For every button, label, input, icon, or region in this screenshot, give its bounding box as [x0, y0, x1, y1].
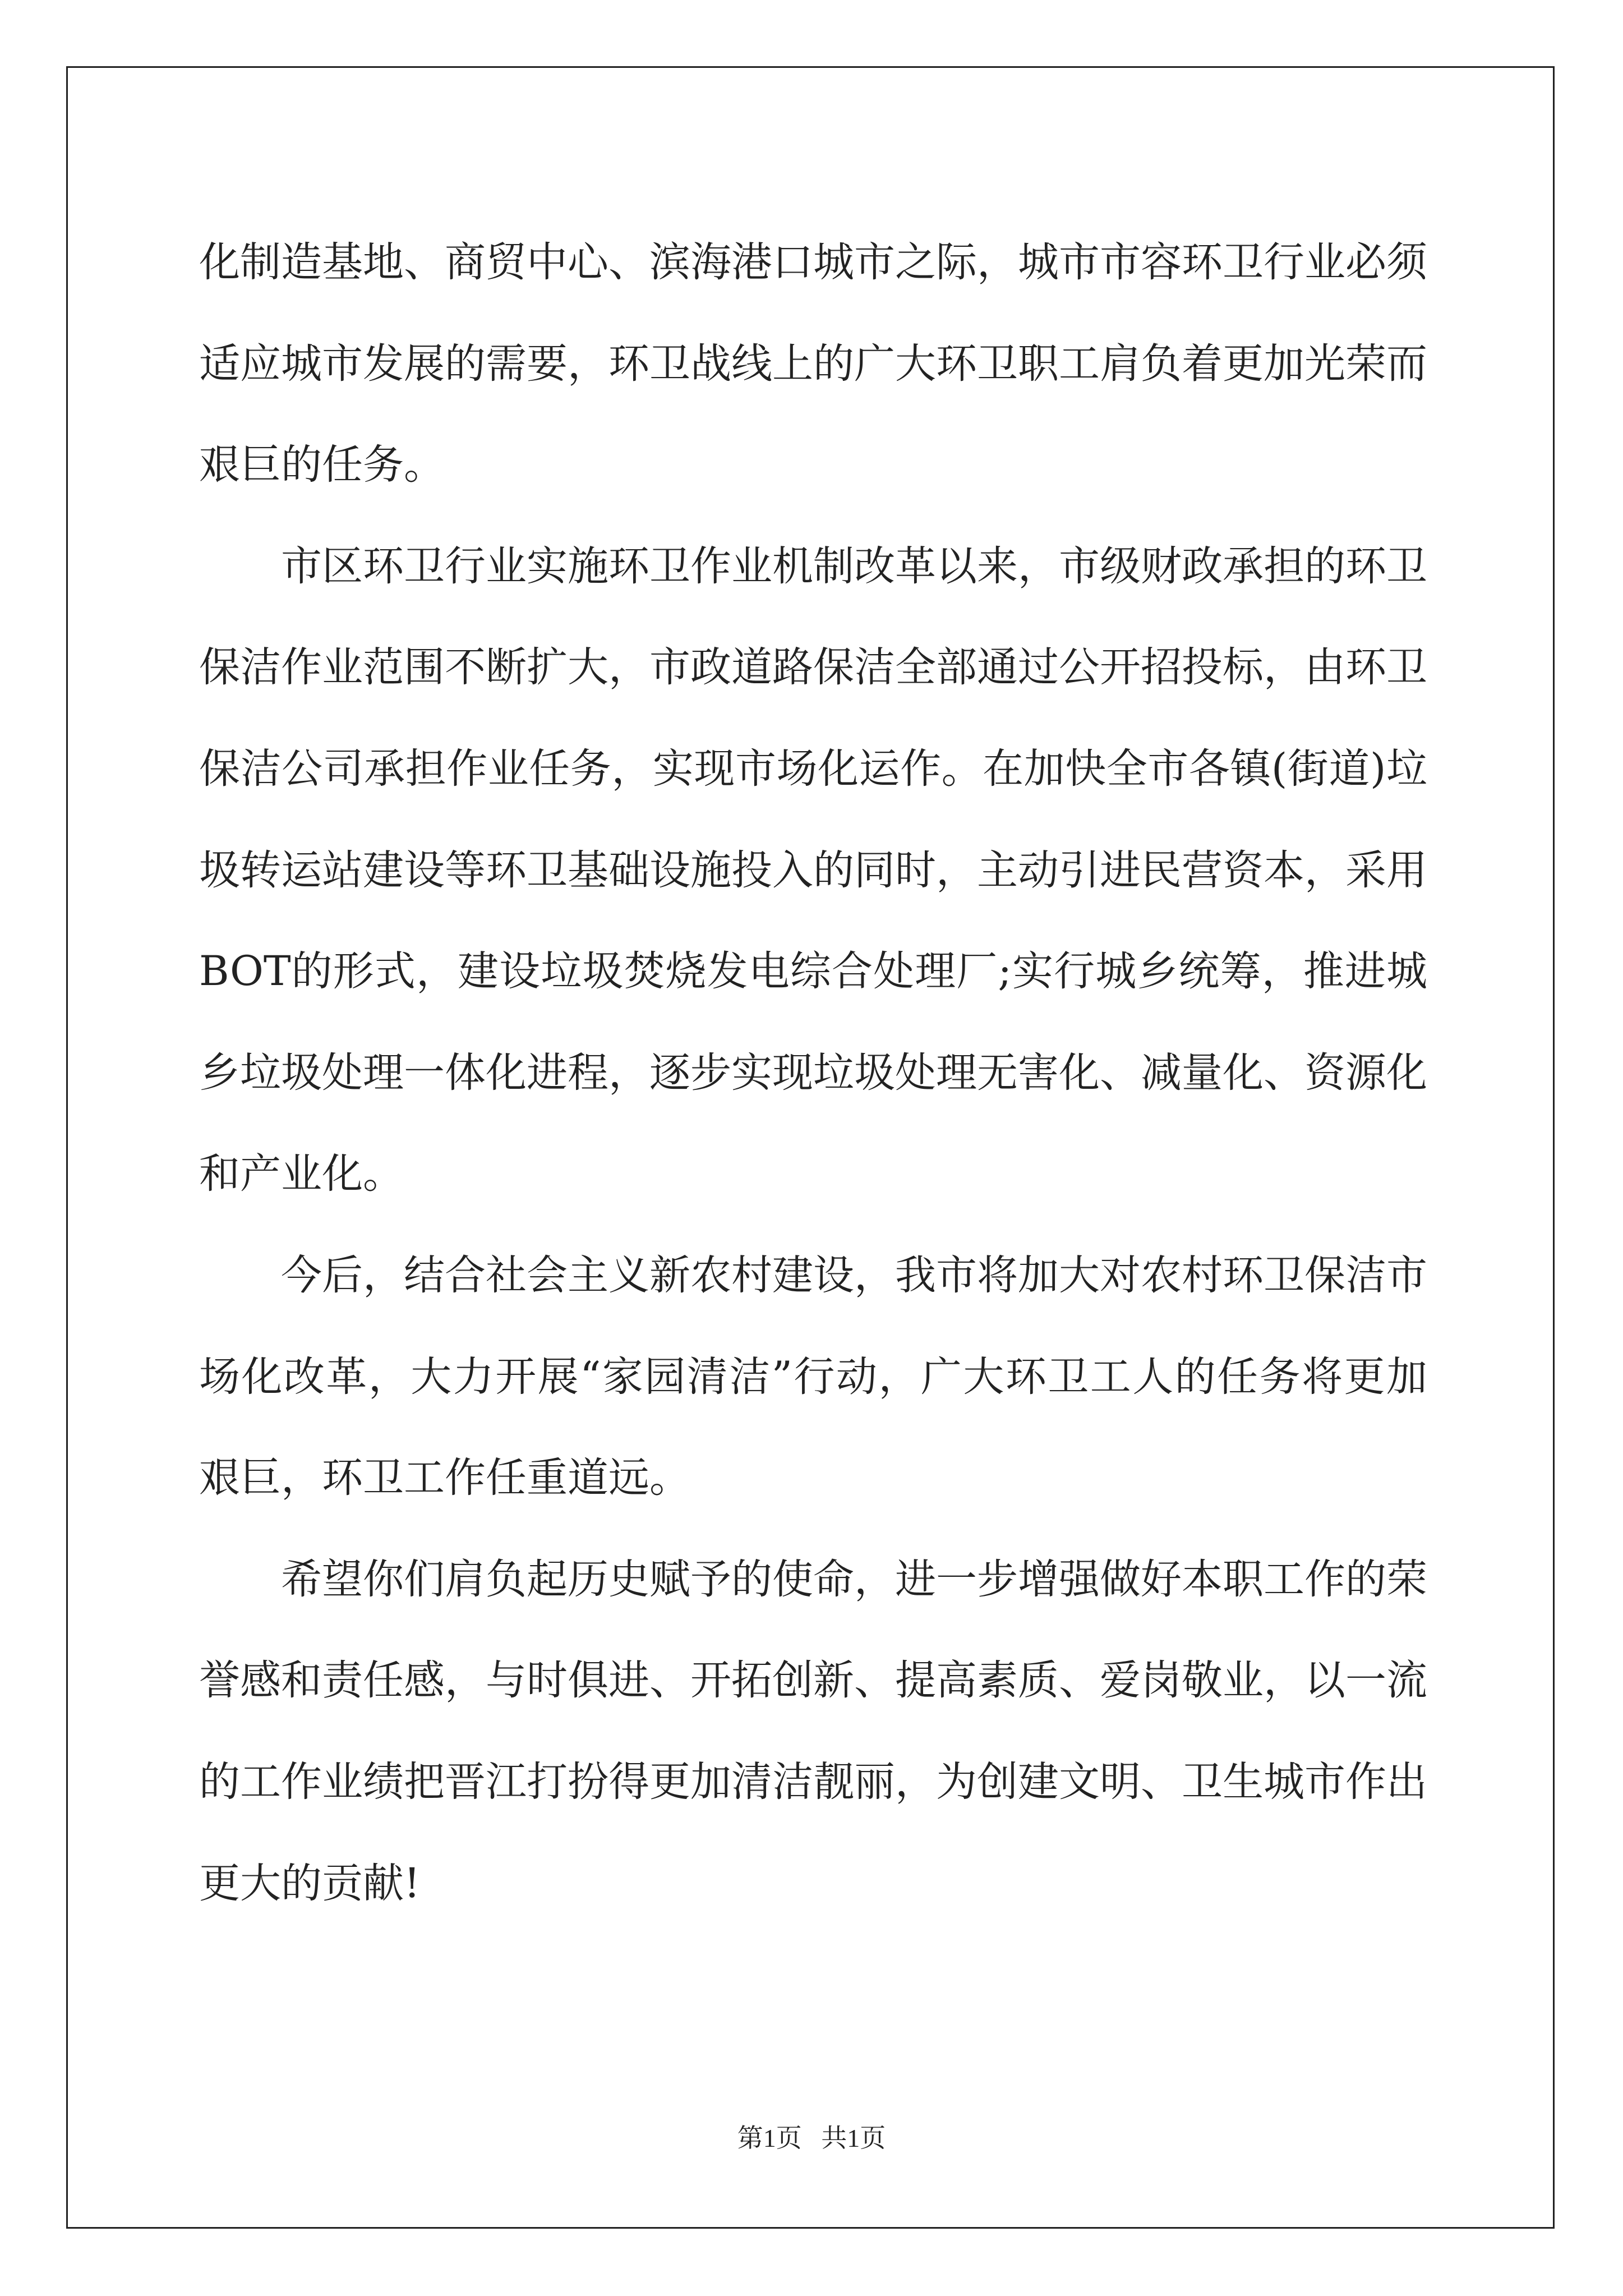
paragraph-2: 市区环卫行业实施环卫作业机制改革以来，市级财政承担的环卫保洁作业范围不断扩大，市政道路保洁全部通过公开招投标，由环卫保洁公司承担作业任务，实现市场化运作。在加快全市各镇(街道)垃圾转运站建设等环卫基础设施投入的同时，主动引进民营资本，采用BOT的形式，建设垃圾焚烧发电综合处理厂;实行城乡统筹，推进城乡垃圾处理一体化进程，逐步实现垃圾处理无害化、减量化、资源化和产业化。: [199, 542, 1427, 1198]
page-number-footer: 第1页 共1页: [737, 2124, 886, 2152]
paragraph-1: 化制造基地、商贸中心、滨海港口城市之际，城市市容环卫行业必须适应城市发展的需要，环卫战线上的广大环卫职工肩负着更加光荣而艰巨的任务。: [199, 238, 1427, 489]
document-body: [199, 212, 1427, 1934]
paragraph-4: 希望你们肩负起历史赋予的使命，进一步增强做好本职工作的荣誉感和责任感，与时俱进、开拓创新、提高素质、爱岗敬业，以一流的工作业绩把晋江打扮得更加清洁靓丽，为创建文明、卫生城市作出更大的贡献!: [199, 1555, 1427, 1907]
paragraph-3: 今后，结合社会主义新农村建设，我市将加大对农村环卫保洁市场化改革，大力开展“家园清洁”行动，广大环卫工人的任务将更加艰巨，环卫工作任重道远。: [199, 1251, 1427, 1502]
